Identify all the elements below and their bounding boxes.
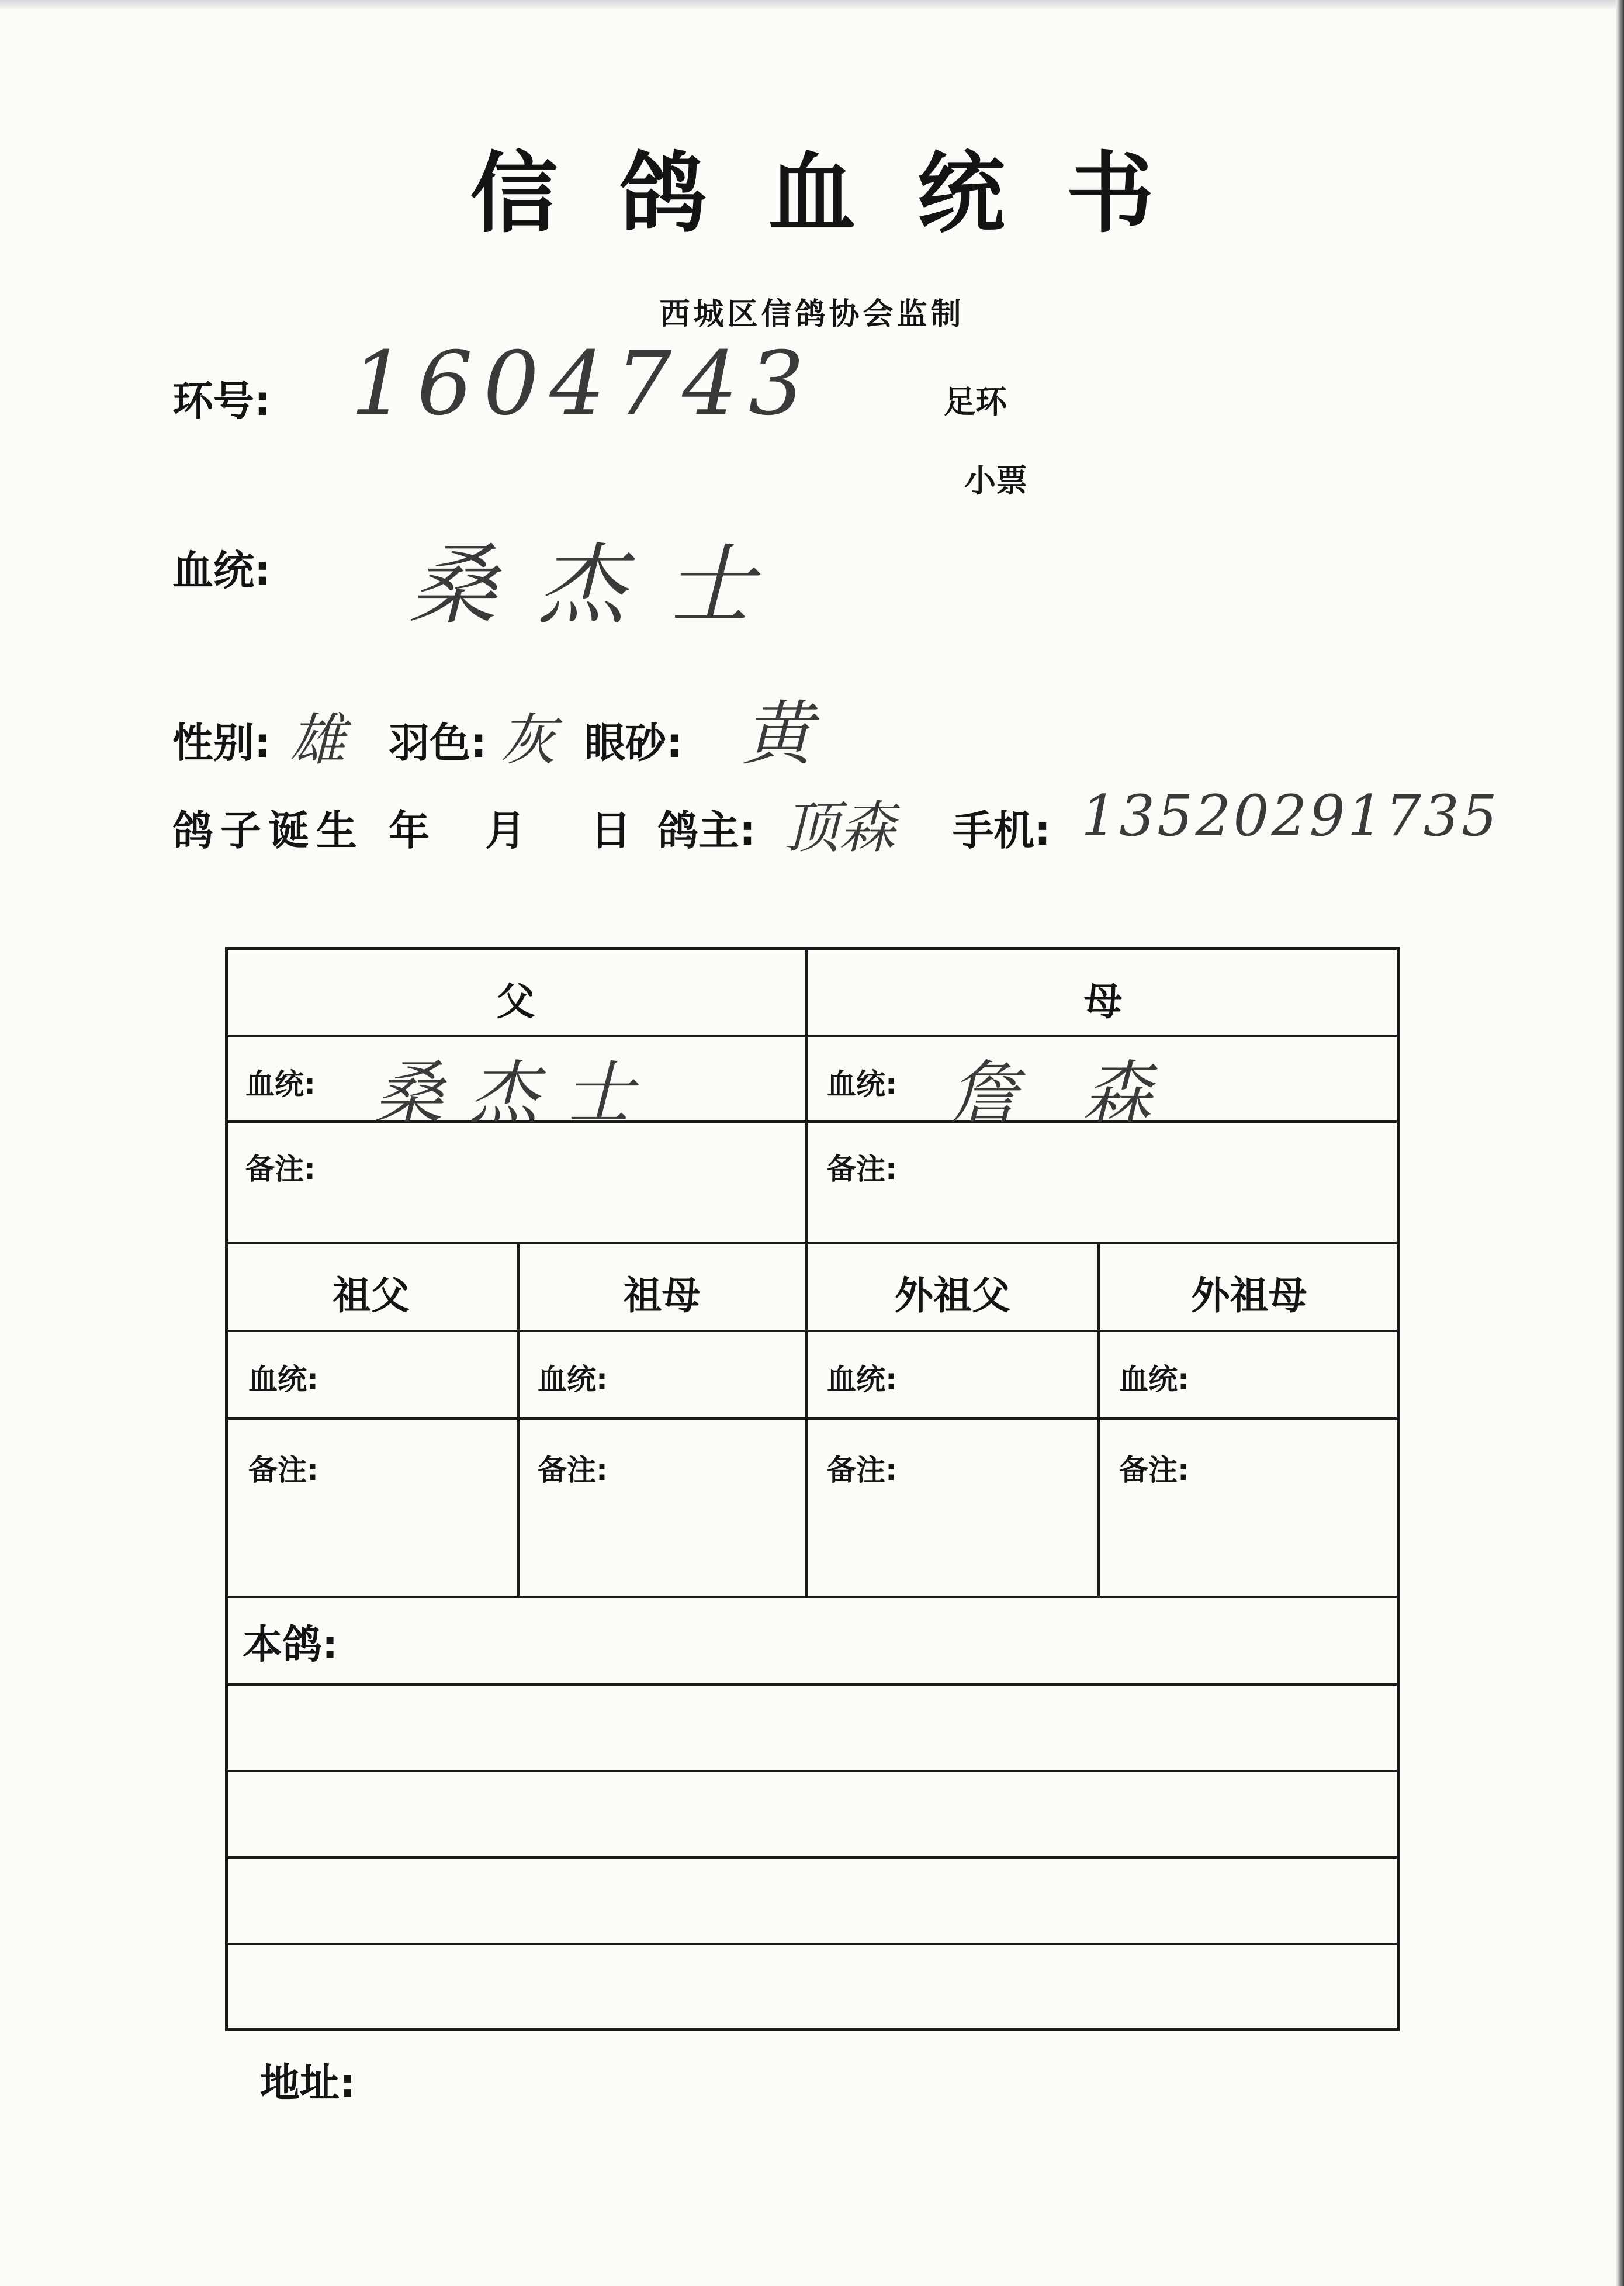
ring-label: 环号:	[172, 377, 271, 425]
feather-label: 羽色:	[389, 719, 487, 767]
table-border-right	[1397, 947, 1400, 2031]
rule	[225, 1417, 1400, 1420]
grandmother-bloodline-label: 血统:	[538, 1362, 608, 1396]
grandmother-note-label: 备注:	[538, 1453, 608, 1487]
owner-value: 顶森	[783, 795, 895, 860]
father-bloodline-label: 血统:	[245, 1067, 316, 1101]
owner-label: 鸽主:	[657, 807, 756, 855]
phone-value: 13520291735	[1081, 783, 1500, 849]
sex-label: 性别:	[172, 719, 271, 767]
document-title: 信鸽血统书	[470, 143, 1216, 245]
maternal-grandfather-heading: 外祖父	[895, 1273, 1010, 1318]
day-label: 日	[590, 807, 631, 855]
foot-ring-label: 足环	[944, 383, 1007, 420]
mother-note-label: 备注:	[827, 1152, 897, 1186]
grandfather-note-label: 备注:	[248, 1453, 318, 1487]
father-note-label: 备注:	[245, 1152, 316, 1186]
rule	[225, 1856, 1400, 1859]
rule	[225, 1242, 1400, 1244]
address-label: 地址:	[260, 2060, 356, 2107]
page-top-shadow	[0, 0, 1624, 11]
father-bloodline-value: 桑杰士	[374, 1053, 660, 1133]
rule	[225, 1596, 1400, 1598]
table-border-left	[225, 947, 228, 2031]
maternal-grandmother-note-label: 备注:	[1119, 1453, 1189, 1487]
father-heading: 父	[496, 979, 535, 1024]
rule	[225, 1683, 1400, 1686]
ring-value: 1604743	[351, 333, 815, 435]
eye-label: 眼砂:	[584, 719, 683, 767]
phone-label: 手机:	[953, 807, 1051, 855]
page-edge-shadow	[1616, 0, 1624, 2286]
self-pigeon-label: 本鸽:	[243, 1622, 338, 1668]
mother-bloodline-value: 詹森	[950, 1053, 1217, 1133]
document-subtitle: 西城区信鸽协会监制	[659, 297, 965, 332]
bloodline-value: 桑杰士	[409, 535, 795, 637]
eye-value: 黄	[742, 694, 812, 775]
table-border-bottom	[225, 2028, 1400, 2031]
small-ticket-label: 小票	[964, 462, 1027, 499]
maternal-grandmother-heading: 外祖母	[1191, 1273, 1307, 1318]
maternal-grandfather-note-label: 备注:	[827, 1453, 897, 1487]
grandfather-heading: 祖父	[333, 1273, 410, 1318]
mother-bloodline-label: 血统:	[827, 1067, 897, 1101]
birth-label: 鸽子诞生	[172, 807, 364, 855]
rule	[225, 1035, 1400, 1037]
month-label: 月	[485, 807, 526, 855]
sex-value: 雄	[289, 707, 345, 773]
grandmother-heading: 祖母	[623, 1273, 701, 1318]
table-border-top	[225, 947, 1400, 950]
grandfather-bloodline-label: 血统:	[248, 1362, 318, 1396]
rule	[225, 1770, 1400, 1772]
mother-heading: 母	[1083, 979, 1123, 1024]
year-label: 年	[389, 807, 430, 855]
maternal-grandmother-bloodline-label: 血统:	[1119, 1362, 1189, 1396]
rule	[225, 1330, 1400, 1332]
bloodline-label: 血统:	[172, 547, 271, 594]
feather-value: 灰	[500, 707, 556, 773]
pedigree-table	[225, 947, 1400, 2031]
maternal-grandfather-bloodline-label: 血统:	[827, 1362, 897, 1396]
rule	[225, 1943, 1400, 1945]
